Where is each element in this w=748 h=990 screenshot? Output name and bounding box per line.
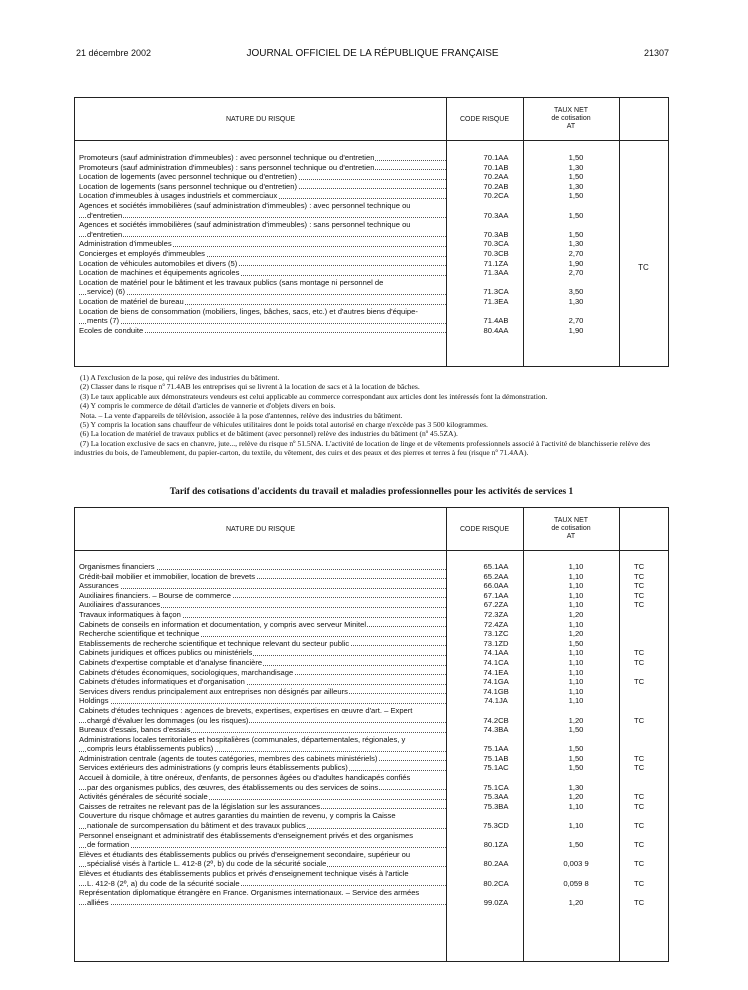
risk-nature-line: Cabinets juridiques et offices publics ou ministériels <box>79 648 253 658</box>
table-row <box>79 239 666 249</box>
risk-nature-line: Cabinets d'études informatiques et d'organisation <box>79 677 245 687</box>
risk-nature-line: Services extérieurs des administrations (y compris leurs établissements publics) <box>79 763 348 773</box>
tc-group-marker: TC <box>638 263 649 272</box>
risk-code-cell: 70.1AB <box>483 162 509 172</box>
risk-code-cell: 99.0ZA <box>483 897 509 907</box>
risk-nature-cell <box>79 773 446 792</box>
rate-cell: 2,70 <box>568 268 584 278</box>
tc-cell: TC <box>633 715 645 725</box>
table-row <box>79 163 666 173</box>
rate-cell: 1,50 <box>568 840 584 850</box>
table-body <box>79 153 666 335</box>
rate-cell: 1,50 <box>568 638 584 648</box>
footnote: (6) La location de matériel de travaux publics et de bâtiment (avec personnel) relève des industries du bâtiment (nº 45.5ZA). <box>80 429 458 439</box>
risk-nature-cell <box>79 268 446 278</box>
risk-nature-cell <box>79 869 446 888</box>
tc-cell: TC <box>633 821 645 831</box>
tc-cell: TC <box>633 763 645 773</box>
risk-code-cell: 67.1AA <box>483 590 509 600</box>
tc-cell: TC <box>633 571 645 581</box>
risk-nature-line: Holdings <box>79 696 109 706</box>
footnote: (7) La location exclusive de sacs en chanvre, jute..., relève du risque nº 51.5NA. L'activité de location de linge et de vêtements professionnels associé à l'activité de blanchisserie relève des industries du bois, de l'ameublement, du papier-carton, du textile, du vêtement, des cuirs et des peaux et des pierres et terres à feu (risque nº 71.4AA). <box>74 438 651 458</box>
col-header-nature: NATURE DU RISQUE <box>225 116 296 123</box>
risk-nature-line: spécialisé visés à l'article L. 412-8 (2º, b) du code de la sécurité sociale <box>87 859 327 869</box>
col-header-rate-line: de cotisation <box>551 115 591 122</box>
table-row <box>79 725 666 735</box>
rate-cell: 1,50 <box>568 210 584 220</box>
risk-nature-line: chargé d'évaluer les dommages (ou les risques) <box>87 715 249 725</box>
risk-nature-cell <box>79 610 446 620</box>
table-row <box>79 706 666 725</box>
risk-nature-line: Location de biens de consommation (mobiliers, linges, bâches, sacs, etc.) et d'autres biens d'équipe- <box>79 306 418 316</box>
rate-cell: 1,50 <box>568 753 584 763</box>
rate-cell: 1,50 <box>568 725 584 735</box>
table-row <box>79 201 666 220</box>
risk-code-cell: 70.1AA <box>483 153 509 162</box>
risk-code-cell: 73.1ZD <box>483 638 509 648</box>
tc-cell: TC <box>633 840 645 850</box>
risk-code-cell: 75.3BA <box>483 801 509 811</box>
risk-nature-line: Promoteurs (sauf administration d'immeubles) : avec personnel technique ou d'entretien <box>79 153 375 162</box>
tc-cell: TC <box>633 562 645 571</box>
table-row <box>79 629 666 639</box>
risk-nature-line: Promoteurs (sauf administration d'immeubles) : sans personnel technique ou d'entretien <box>79 162 375 172</box>
table-row <box>79 792 666 802</box>
risk-nature-cell <box>79 811 446 830</box>
tc-cell: TC <box>633 600 645 610</box>
footnote: (2) Classer dans le risque nº 71.4AB les entreprises qui se livrent à la location de sacs et à la location de bâches. <box>80 382 420 392</box>
rate-cell: 1,10 <box>568 590 584 600</box>
rate-cell: 1,50 <box>568 763 584 773</box>
risk-nature-line: Auxiliaires financiers. – Bourse de commerce <box>79 590 231 600</box>
rate-cell: 0,003 9 <box>563 859 589 869</box>
risk-nature-line: Recherche scientifique et technique <box>79 629 200 639</box>
risk-nature-line: Cabinets d'expertise comptable et d'analyse financière <box>79 657 263 667</box>
tc-cell: TC <box>633 878 645 888</box>
rate-cell: 1,10 <box>568 821 584 831</box>
tc-cell: TC <box>633 648 645 658</box>
risk-nature-cell <box>79 687 446 697</box>
risk-nature-cell <box>79 191 446 201</box>
risk-nature-line: Location de véhicules automobiles et divers (5) <box>79 258 238 268</box>
footnote: (5) Y compris la location sans chauffeur de véhicules utilitaires dont le poids total autorisé en charge n'excède pas 3 500 kilogrammes. <box>80 420 488 430</box>
dot-leader <box>79 703 446 704</box>
risk-nature-cell <box>79 668 446 678</box>
risk-code-cell: 65.1AA <box>483 562 509 571</box>
risk-nature-line: Etablissements de recherche scientifique et technique relevant du secteur public <box>79 638 350 648</box>
rate-cell: 1,10 <box>568 648 584 658</box>
risk-nature-line: Location d'immeubles à usages industriels et commerciaux <box>79 191 278 201</box>
risk-nature-cell <box>79 259 446 269</box>
risk-code-cell: 70.3CB <box>483 248 509 258</box>
table-row <box>79 572 666 582</box>
risk-code-cell: 70.3CA <box>483 239 509 249</box>
risk-nature-cell <box>79 696 446 706</box>
rate-cell: 3,50 <box>568 287 584 297</box>
risk-nature-line: Accueil à domicile, à titre onéreux, d'enfants, de personnes âgées ou d'adultes handicapés confiés <box>79 773 411 783</box>
risk-nature-cell <box>79 763 446 773</box>
risk-nature-cell <box>79 163 446 173</box>
risk-code-cell: 73.1ZC <box>483 629 509 639</box>
risk-code-cell: 74.1CA <box>483 657 509 667</box>
footnote: (1) A l'exclusion de la pose, qui relève des industries du bâtiment. <box>80 373 280 382</box>
table-row <box>79 297 666 307</box>
risk-nature-cell <box>79 600 446 610</box>
tc-cell: TC <box>633 792 645 802</box>
risk-nature-line: de formation <box>87 840 130 850</box>
risk-nature-cell <box>79 725 446 735</box>
risk-code-cell: 80.2AA <box>483 859 509 869</box>
risk-code-cell: 80.2CA <box>483 878 509 888</box>
rate-cell: 1,30 <box>568 296 584 306</box>
col-header-rate <box>523 517 619 541</box>
tc-cell: TC <box>633 657 645 667</box>
rate-cell: 1,30 <box>568 181 584 191</box>
table-row <box>79 763 666 773</box>
risk-code-cell: 75.3CD <box>483 821 509 831</box>
risk-nature-line: Ecoles de conduite <box>79 325 144 335</box>
risk-nature-line: L. 412-8 (2º, a) du code de la sécurité sociale <box>87 878 240 888</box>
risk-code-cell: 70.2AA <box>483 172 509 182</box>
risk-code-cell: 74.1JA <box>484 696 508 706</box>
rate-cell: 1,30 <box>568 239 584 249</box>
risk-nature-line: Cabinets de conseils en information et documentation, y compris avec serveur Minitel <box>79 619 367 629</box>
risk-nature-line: nationale de surcompensation du bâtiment et des travaux publics <box>87 821 306 831</box>
risk-nature-cell <box>79 850 446 869</box>
risk-code-cell: 70.3AB <box>483 229 509 239</box>
risk-nature-line: Crédit-bail mobilier et immobilier, location de brevets <box>79 571 255 581</box>
risk-code-cell: 70.2CA <box>483 191 509 201</box>
risk-code-cell: 75.1AA <box>483 744 509 754</box>
risk-nature-line: Administration centrale (agents de toutes catégories, membres des cabinets ministériels) <box>79 753 378 763</box>
risk-nature-line: Organismes financiers <box>79 562 155 571</box>
col-header-code: CODE RISQUE <box>459 526 509 533</box>
col-header-rate-line: AT <box>566 123 576 130</box>
risk-nature-line: d'entretien <box>87 229 123 239</box>
table-row <box>79 307 666 326</box>
table-row <box>79 677 666 687</box>
rate-cell: 1,50 <box>568 744 584 754</box>
risk-nature-cell <box>79 658 446 668</box>
table-row <box>79 658 666 668</box>
table-row <box>79 610 666 620</box>
rate-cell: 1,10 <box>568 562 584 571</box>
risk-nature-cell <box>79 620 446 630</box>
col-header-rate-line: AT <box>566 533 576 540</box>
risk-nature-cell <box>79 735 446 754</box>
risk-nature-line: Cabinets d'études techniques : agences de brevets, expertises, expertises en œuvre d'art. – Expert <box>79 705 413 715</box>
risk-code-cell: 80.1ZA <box>483 840 509 850</box>
rate-cell: 1,20 <box>568 897 584 907</box>
tc-cell: TC <box>633 801 645 811</box>
risk-nature-line: Location de machines et équipements agricoles <box>79 268 240 278</box>
tc-cell: TC <box>633 581 645 591</box>
col-header-rate-line: TAUX NET <box>553 517 589 524</box>
risk-nature-cell <box>79 648 446 658</box>
risk-nature-line: Concierges et employés d'immeubles <box>79 248 205 258</box>
risk-nature-cell <box>79 239 446 249</box>
risk-code-cell: 74.2CB <box>483 715 509 725</box>
risk-code-cell: 75.3AA <box>483 792 509 802</box>
risk-nature-line: Couverture du risque chômage et autres garanties du maintien de revenu, y compris la Caisse <box>79 811 396 821</box>
footnote: Nota. – La vente d'appareils de télévision, associée à la pose d'antennes, relève des industries du bâtiment. <box>80 410 403 420</box>
risk-nature-cell <box>79 677 446 687</box>
risk-nature-line: Caisses de retraites ne relevant pas de la législation sur les assurances <box>79 801 321 811</box>
risk-nature-cell <box>79 792 446 802</box>
table-row <box>79 268 666 278</box>
table-row <box>79 591 666 601</box>
risk-nature-cell <box>79 307 446 326</box>
rate-cell: 1,10 <box>568 581 584 591</box>
header-page-number: 21307 <box>643 48 669 58</box>
risk-table-real-estate <box>74 97 669 367</box>
risk-nature-line: Services divers rendus principalement aux entreprises non désignés par ailleurs <box>79 686 348 696</box>
table-row <box>79 153 666 163</box>
risk-code-cell: 67.2ZA <box>483 600 509 610</box>
rate-cell: 1,50 <box>568 229 584 239</box>
risk-nature-line: Elèves et étudiants des établissements publics et privés d'enseignement technique visés à l'article <box>79 869 409 878</box>
risk-nature-cell <box>79 278 446 297</box>
risk-nature-line: Agences et sociétés immobilières (sauf administration d'immeubles) : sans personnel technique ou <box>79 220 411 230</box>
table-row <box>79 648 666 658</box>
risk-nature-line: service) (6) <box>87 287 125 297</box>
risk-nature-line: Représentation diplomatique étrangère en France. Organismes internationaux. – Service des armées <box>79 888 420 898</box>
col-header-rate <box>523 107 619 131</box>
table-row <box>79 182 666 192</box>
risk-nature-line: Auxiliaires d'assurances <box>79 600 161 610</box>
risk-nature-line: d'entretien <box>87 210 123 220</box>
rate-cell: 1,20 <box>568 609 584 619</box>
footnote: (4) Y compris le commerce de détail d'articles de vannerie et d'objets divers en bois. <box>80 401 336 411</box>
table-row <box>79 696 666 706</box>
table-row <box>79 639 666 649</box>
rate-cell: 1,10 <box>568 677 584 687</box>
risk-code-cell: 71.3CA <box>483 287 509 297</box>
table-row <box>79 869 666 888</box>
rate-cell: 1,10 <box>568 667 584 677</box>
risk-nature-cell <box>79 249 446 259</box>
rate-cell: 2,70 <box>568 248 584 258</box>
footnotes <box>74 373 669 458</box>
rate-cell: 1,10 <box>568 686 584 696</box>
table-row <box>79 600 666 610</box>
table-row <box>79 581 666 591</box>
table-row <box>79 811 666 830</box>
risk-nature-line: Location de matériel de bureau <box>79 296 184 306</box>
footnote: (3) Le taux applicable aux démonstrateurs vendeurs est celui applicable au commerce correspondant aux articles dont les intéressés font la démonstration. <box>80 391 548 401</box>
risk-nature-line: Activités générales de sécurité sociale <box>79 792 208 802</box>
risk-code-cell: 74.1GA <box>483 677 509 687</box>
header-date: 21 décembre 2002 <box>76 48 152 58</box>
section-title: Tarif des cotisations d'accidents du travail et maladies professionnelles pour les activités de services 1 <box>169 487 574 497</box>
table-row <box>79 220 666 239</box>
table-row <box>79 888 666 907</box>
risk-nature-line: Travaux informatiques à façon <box>79 609 181 619</box>
table-row <box>79 259 666 269</box>
risk-code-cell: 75.1CA <box>483 782 509 792</box>
rate-cell: 1,20 <box>568 715 584 725</box>
tc-cell: TC <box>633 753 645 763</box>
risk-code-cell: 75.1AC <box>483 763 509 773</box>
risk-nature-cell <box>79 888 446 907</box>
risk-code-cell: 72.4ZA <box>483 619 509 629</box>
risk-table-services <box>74 507 669 962</box>
rate-cell: 1,10 <box>568 619 584 629</box>
col-header-rate-line: de cotisation <box>551 525 591 532</box>
rate-cell: 1,30 <box>568 782 584 792</box>
risk-code-cell: 74.3BA <box>483 725 509 735</box>
risk-nature-cell <box>79 153 446 163</box>
risk-nature-line: Cabinets d'études économiques, sociologiques, marchandisage <box>79 667 294 677</box>
table-row <box>79 326 666 336</box>
rate-cell: 1,10 <box>568 571 584 581</box>
risk-code-cell: 71.3AA <box>483 268 509 278</box>
risk-nature-cell <box>79 572 446 582</box>
table-row <box>79 278 666 297</box>
table-row <box>79 562 666 572</box>
risk-nature-cell <box>79 220 446 239</box>
rate-cell: 2,70 <box>568 316 584 326</box>
risk-nature-line: Location de logements (sans personnel technique ou d'entretien) <box>79 181 298 191</box>
risk-nature-cell <box>79 297 446 307</box>
table-row <box>79 850 666 869</box>
rate-cell: 1,10 <box>568 801 584 811</box>
risk-nature-line: Agences et sociétés immobilières (sauf administration d'immeubles) : avec personnel technique ou <box>79 200 411 210</box>
rate-cell: 1,20 <box>568 792 584 802</box>
risk-code-cell: 70.2AB <box>483 181 509 191</box>
rate-cell: 1,30 <box>568 162 584 172</box>
page-header <box>76 48 669 62</box>
risk-nature-cell <box>79 831 446 850</box>
table-row <box>79 249 666 259</box>
rate-cell: 1,10 <box>568 600 584 610</box>
rate-cell: 1,90 <box>568 325 584 335</box>
risk-nature-cell <box>79 326 446 336</box>
risk-nature-line: alliées <box>87 897 109 907</box>
risk-nature-line: Location de matériel pour le bâtiment et les travaux publics (sans montage ni personnel de <box>79 277 384 287</box>
header-journal-title: JOURNAL OFFICIEL DE LA RÉPUBLIQUE FRANÇAISE <box>246 48 499 59</box>
rate-cell: 1,10 <box>568 696 584 706</box>
table-row <box>79 620 666 630</box>
table-row <box>79 802 666 812</box>
rate-cell: 1,50 <box>568 191 584 201</box>
risk-nature-cell <box>79 802 446 812</box>
tc-cell: TC <box>633 590 645 600</box>
risk-code-cell: 65.2AA <box>483 571 509 581</box>
table-row <box>79 668 666 678</box>
tc-cell: TC <box>633 897 645 907</box>
rate-cell: 1,50 <box>568 153 584 162</box>
risk-nature-line: Elèves et étudiants des établissements publics ou privés d'enseignement secondaire, supérieur ou <box>79 849 411 859</box>
risk-nature-line: Personnel enseignant et administratif des établissements d'enseignement privés et des organismes <box>79 830 414 840</box>
risk-code-cell: 74.1EA <box>483 667 509 677</box>
risk-nature-line: ments (7) <box>87 316 120 326</box>
col-header-rate-line: TAUX NET <box>553 107 589 114</box>
risk-nature-cell <box>79 581 446 591</box>
risk-nature-cell <box>79 182 446 192</box>
table-row <box>79 773 666 792</box>
risk-code-cell: 72.3ZA <box>483 609 509 619</box>
risk-nature-cell <box>79 639 446 649</box>
risk-nature-cell <box>79 591 446 601</box>
risk-nature-cell <box>79 172 446 182</box>
risk-nature-line: par des organismes publics, des œuvres, des établissements ou des services de soins <box>87 782 379 792</box>
table-row <box>79 687 666 697</box>
risk-nature-cell <box>79 629 446 639</box>
rate-cell: 1,90 <box>568 258 584 268</box>
risk-nature-line: Assurances <box>79 581 119 591</box>
col-header-code: CODE RISQUE <box>459 116 509 123</box>
tc-cell: TC <box>633 677 645 687</box>
table-row <box>79 191 666 201</box>
dot-leader <box>79 588 446 589</box>
risk-nature-line: Administration d'immeubles <box>79 239 172 249</box>
rate-cell: 1,20 <box>568 629 584 639</box>
risk-code-cell: 74.1GB <box>483 686 509 696</box>
risk-code-cell: 80.4AA <box>483 325 509 335</box>
table-body <box>79 562 666 907</box>
risk-code-cell: 75.1AB <box>483 753 509 763</box>
col-header-nature: NATURE DU RISQUE <box>225 526 296 533</box>
table-row <box>79 735 666 754</box>
risk-nature-cell <box>79 201 446 220</box>
risk-code-cell: 71.1ZA <box>483 258 509 268</box>
rate-cell: 1,10 <box>568 657 584 667</box>
rate-cell: 1,50 <box>568 172 584 182</box>
risk-code-cell: 71.3EA <box>483 296 509 306</box>
tc-cell: TC <box>633 859 645 869</box>
risk-nature-line: Administrations locales territoriales et hospitalières (communales, départementales, régionales, y <box>79 734 406 744</box>
risk-nature-cell <box>79 562 446 572</box>
risk-code-cell: 66.0AA <box>483 581 509 591</box>
risk-code-cell: 71.4AB <box>483 316 509 326</box>
rate-cell: 0,059 8 <box>563 878 589 888</box>
table-row <box>79 172 666 182</box>
risk-nature-line: Bureaux d'essais, bancs d'essais <box>79 725 191 735</box>
risk-nature-line: compris leurs établissements publics) <box>87 744 214 754</box>
risk-code-cell: 74.1AA <box>483 648 509 658</box>
risk-code-cell: 70.3AA <box>483 210 509 220</box>
table-row <box>79 831 666 850</box>
risk-nature-cell <box>79 706 446 725</box>
risk-nature-line: Location de logements (avec personnel technique ou d'entretien) <box>79 172 298 182</box>
